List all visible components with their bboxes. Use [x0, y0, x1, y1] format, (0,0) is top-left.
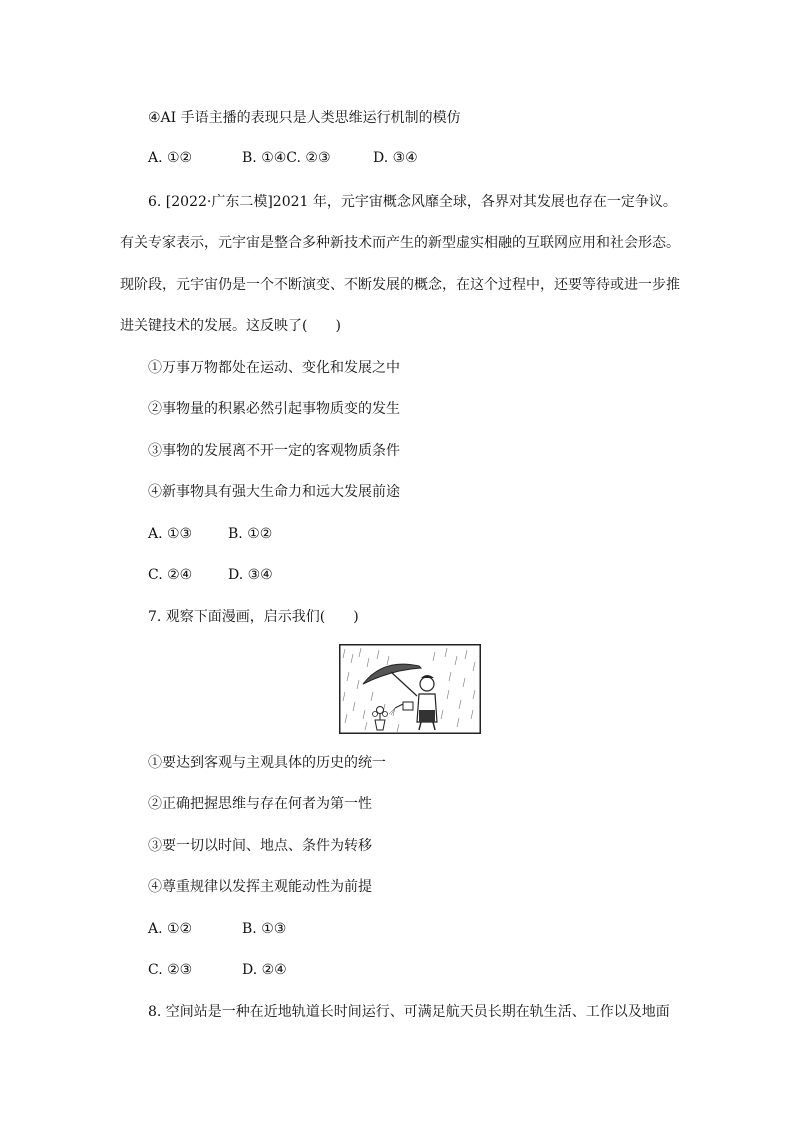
q6-option-c: C. ②④: [148, 567, 193, 583]
q7-statement-1: ①要达到客观与主观具体的历史的统一: [148, 755, 386, 771]
q5-statement-4: ④AI 手语主播的表现只是人类思维运行机制的模仿: [148, 110, 461, 126]
q6-statement-1: ①万事万物都处在运动、变化和发展之中: [148, 360, 400, 376]
q7-option-c: C. ②③: [148, 962, 193, 978]
q7-statement-3: ③要一切以时间、地点、条件为转移: [148, 838, 372, 854]
q5-option-b-c: B. ①④C. ②③: [242, 150, 331, 166]
q6-statement-3: ③事物的发展离不开一定的客观物质条件: [148, 443, 400, 459]
q7-option-a: A. ①②: [148, 921, 193, 937]
q6-statement-2: ②事物量的积累必然引起事物质变的发生: [148, 401, 400, 417]
q5-option-a: A. ①②: [148, 150, 193, 166]
q6-option-d: D. ③④: [228, 567, 273, 583]
q7-option-d: D. ②④: [242, 962, 287, 978]
cartoon-umbrella-watering-image: [339, 644, 481, 734]
q8-stem-line-1: 8. 空间站是一种在近地轨道长时间运行、可满足航天员长期在轨生活、工作以及地面: [148, 1004, 670, 1020]
q6-option-a: A. ①③: [148, 526, 193, 542]
q6-stem-line-3: 现阶段，元宇宙仍是一个不断演变、不断发展的概念，在这个过程中，还要等待或进一步推: [120, 277, 680, 293]
q5-option-d: D. ③④: [373, 150, 418, 166]
q7-option-b: B. ①③: [242, 921, 287, 937]
q6-stem-line-2: 有关专家表示，元宇宙是整合多种新技术而产生的新型虚实相融的互联网应用和社会形态。: [120, 235, 680, 251]
q6-stem-line-4: 进关键技术的发展。这反映了( ): [120, 318, 341, 334]
q6-option-b: B. ①②: [228, 526, 273, 542]
q6-statement-4: ④新事物具有强大生命力和远大发展前途: [148, 484, 400, 500]
q7-stem: 7. 观察下面漫画，启示我们( ): [148, 609, 359, 625]
q7-statement-2: ②正确把握思维与存在何者为第一性: [148, 796, 372, 812]
q7-statement-4: ④尊重规律以发挥主观能动性为前提: [148, 879, 372, 895]
q6-stem-line-1: 6. [2022·广东二模]2021 年，元宇宙概念风靡全球，各界对其发展也存在一定争议。: [148, 194, 677, 210]
